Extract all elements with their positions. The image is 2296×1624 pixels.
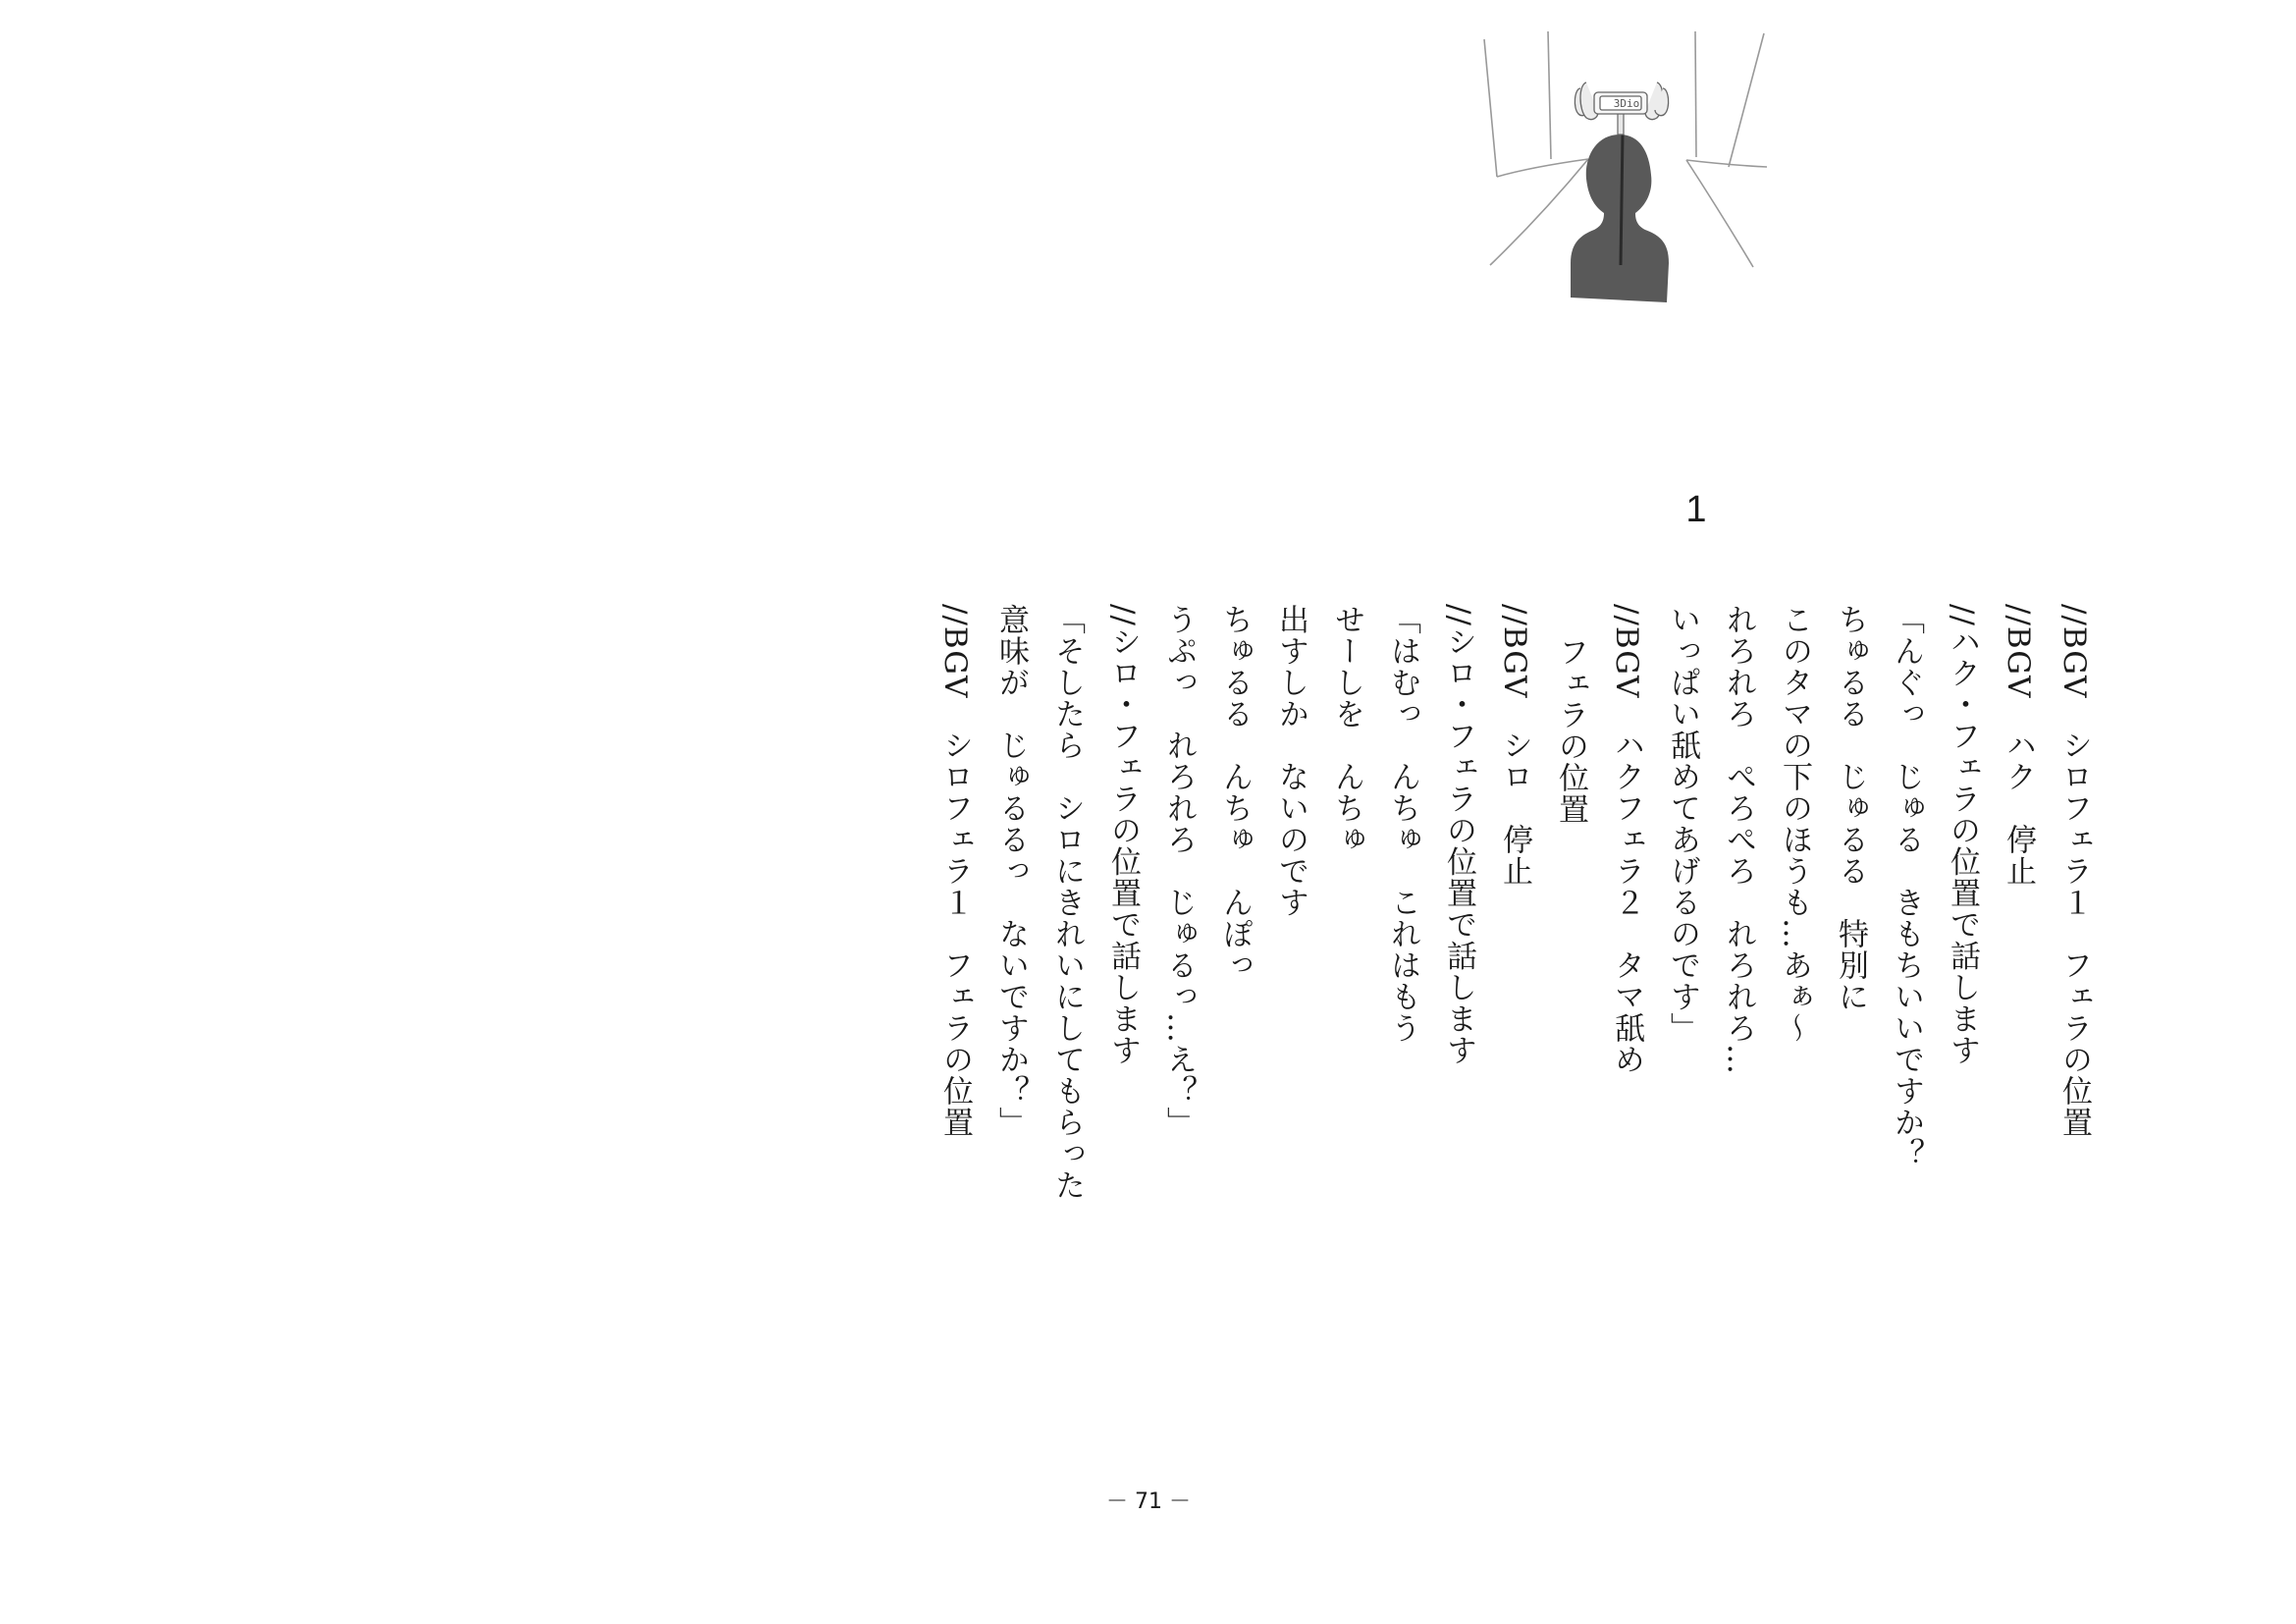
script-body xyxy=(927,604,2102,1311)
binaural-mic-illustration xyxy=(1472,20,1934,461)
page-number: － 71 － xyxy=(1106,1489,1191,1514)
mic-brand-label: 3Dio xyxy=(1613,97,1640,110)
script-line: //BGV シロフェラ１ フェラの位置 xyxy=(937,604,973,1139)
script-line: このタマの下のほうも…あぁ～ xyxy=(1777,604,1812,1044)
script-line: //BGV シロフェラ１ フェラの位置 xyxy=(2056,604,2092,1139)
mic-cable xyxy=(1621,134,1623,265)
script-line: 「そしたら シロにきれいにしてもらった xyxy=(1049,604,1085,1201)
script-line: //BGV ハク 停止 xyxy=(2001,604,2036,888)
script-line: うぷっ れろれろ じゅるっ…え？」 xyxy=(1161,604,1197,1138)
script-line: ちゅるる じゅるる 特別に xyxy=(1833,604,1868,1012)
script-line: //ハク・フェラの位置で話します xyxy=(1945,604,1980,1066)
figure-number: 1 xyxy=(1685,489,1707,530)
script-line: 「はむっ んちゅ これはもう xyxy=(1385,604,1420,1044)
mic-stand xyxy=(1618,113,1624,135)
script-line: せーしを んちゅ xyxy=(1329,604,1364,855)
script-line: 意味が じゅるるっ ないですか？」 xyxy=(993,604,1029,1138)
script-line: //シロ・フェラの位置で話します xyxy=(1441,604,1476,1066)
binaural-mic-icon xyxy=(1575,82,1668,120)
script-line: 「んぐっ じゅる きもちいいですか？ xyxy=(1889,604,1924,1169)
script-line: フェラの位置 xyxy=(1553,636,1588,826)
script-line: //BGV ハクフェラ２ タマ舐め xyxy=(1609,604,1644,1076)
script-line: ちゅるる んちゅ んぽっ xyxy=(1217,604,1253,981)
script-line: //BGV シロ 停止 xyxy=(1497,604,1532,888)
script-line: いっぱい舐めてあげるのです」 xyxy=(1665,604,1700,1044)
script-line: 出すしか ないのです xyxy=(1273,604,1308,918)
script-line: //シロ・フェラの位置で話します xyxy=(1105,604,1141,1066)
script-line: れろれろ ぺろぺろ れろれろ… xyxy=(1721,604,1756,1075)
